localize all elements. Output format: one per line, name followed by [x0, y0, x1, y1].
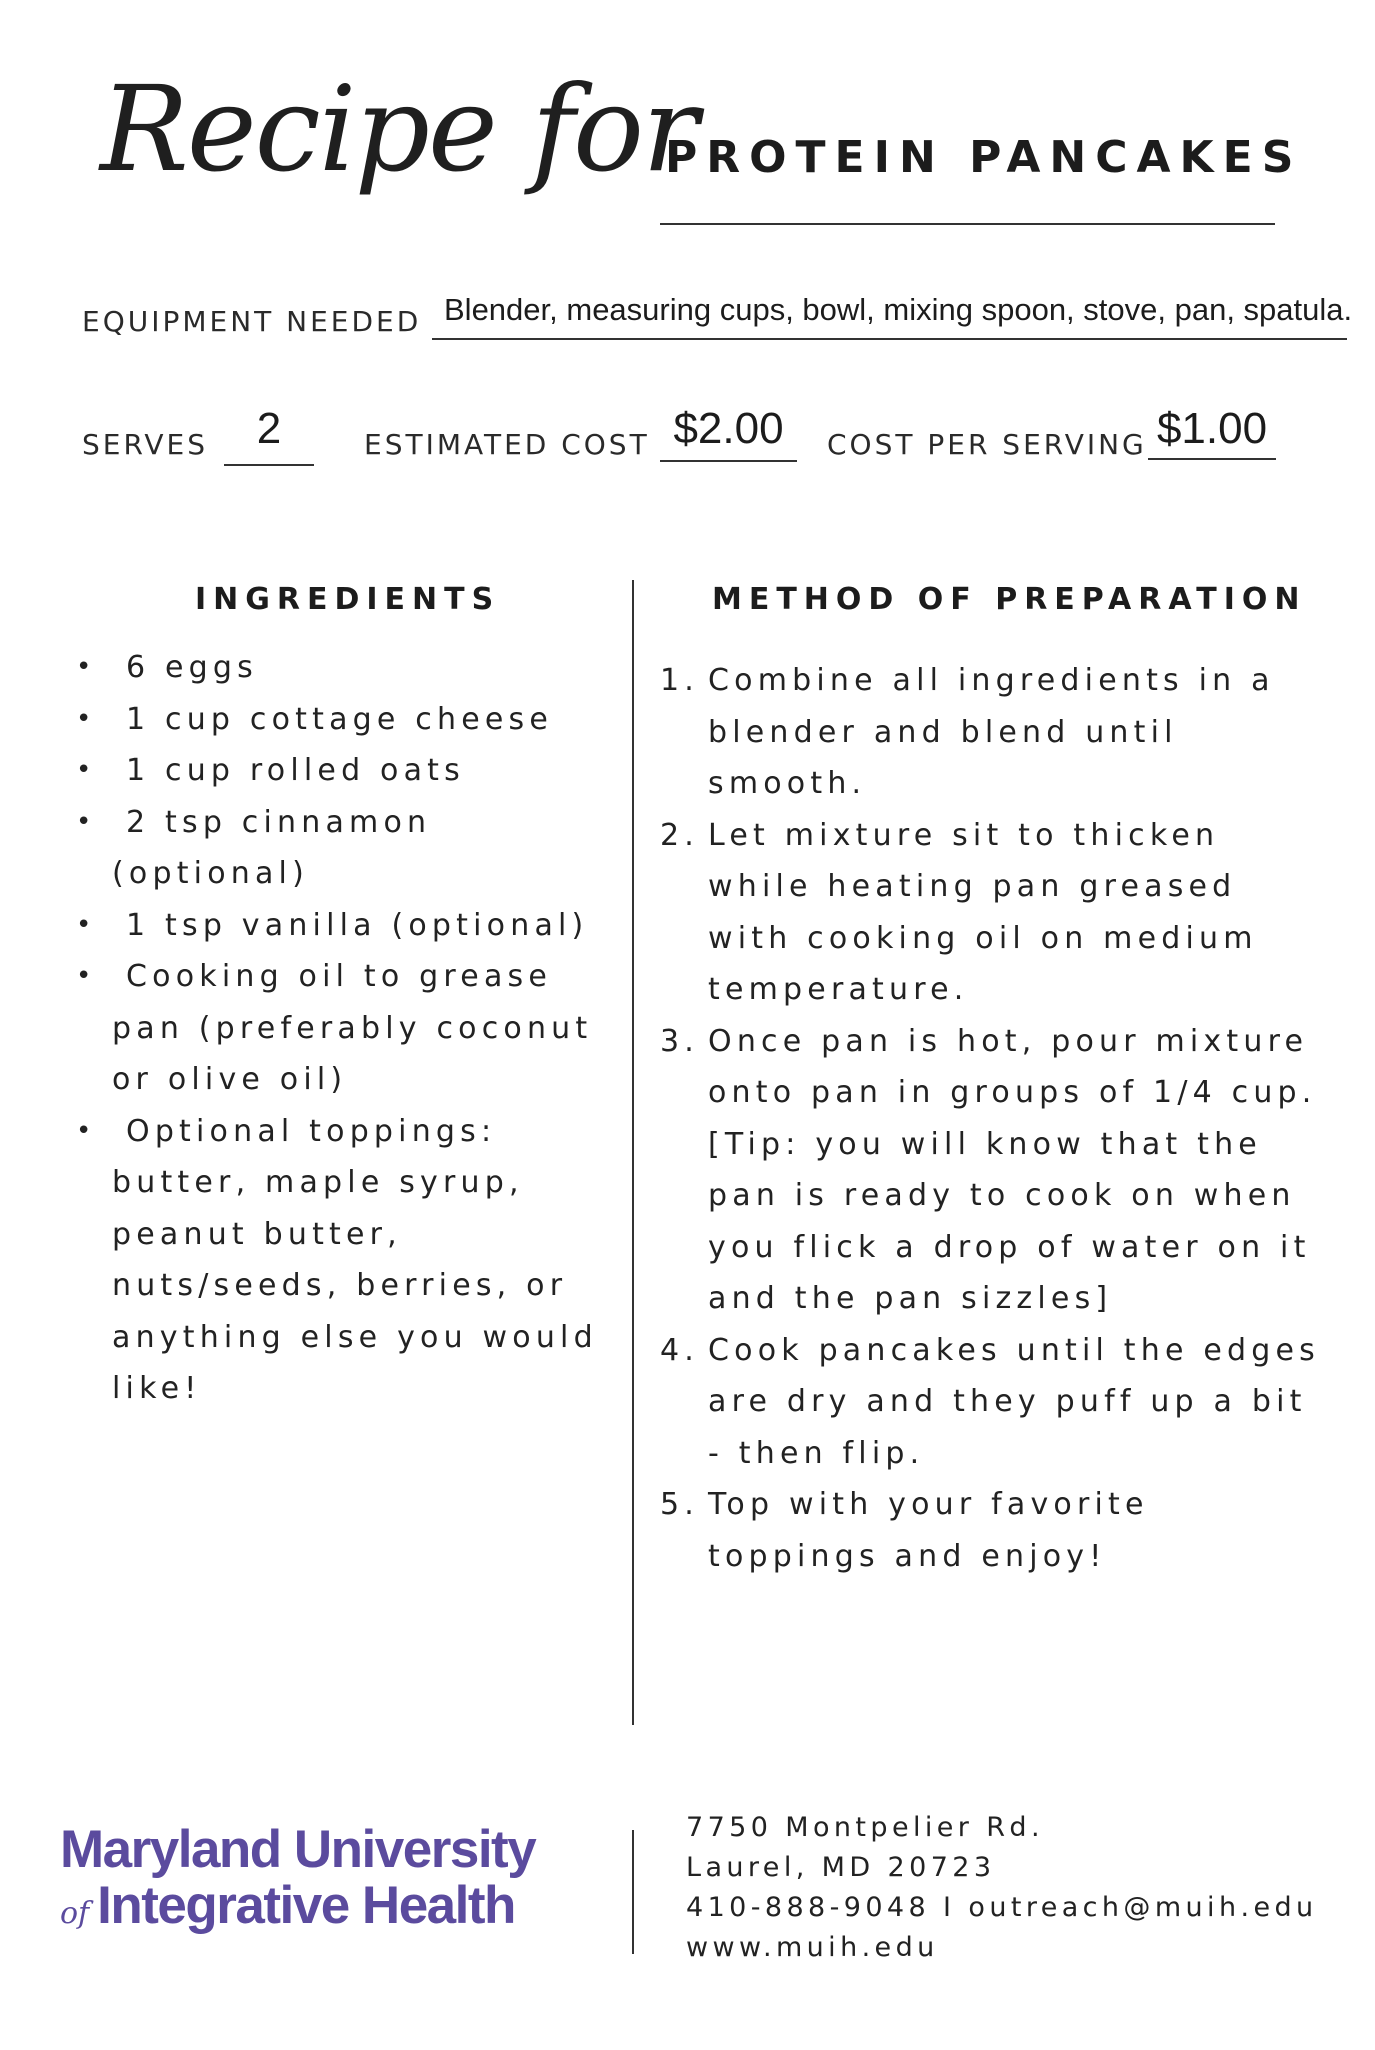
ingredients-heading: INGREDIENTS: [195, 582, 501, 617]
cost-per-serving-value: $1.00: [1148, 402, 1276, 460]
bullet-icon: •: [76, 755, 92, 785]
footer-divider: [632, 1830, 634, 1954]
method-heading: METHOD OF PREPARATION: [712, 582, 1307, 617]
logo-of: of: [60, 1896, 90, 1931]
column-divider: [632, 580, 634, 1725]
step-text: Combine all ingredients in a blender and blend until smooth.: [708, 663, 1275, 801]
bullet-icon: •: [76, 1115, 92, 1146]
recipe-script-title: Recipe for: [100, 60, 697, 198]
ingredient-item: [76, 797, 631, 900]
step-text: Let mixture sit to thicken while heating pan greased with cooking oil on medium temperature.: [708, 817, 1258, 1007]
ingredient-text: 1 tsp vanilla (optional): [126, 907, 589, 943]
address-line-2: Laurel, MD 20723: [686, 1852, 996, 1883]
equipment-field: [432, 288, 1353, 340]
ingredient-text: Optional toppings: butter, maple syrup, peanut butter, nuts/seeds, berries, or anything else you would like!: [112, 1113, 598, 1406]
bullet-icon: •: [76, 652, 92, 682]
ingredient-item: [76, 745, 631, 797]
recipe-name: PROTEIN PANCAKES: [665, 132, 1303, 183]
ingredient-text: 1 cup rolled oats: [126, 753, 465, 788]
ingredient-item: [76, 694, 631, 746]
method-steps-list: [660, 655, 1320, 1582]
equipment-label: EQUIPMENT NEEDED: [82, 305, 422, 338]
method-step: [660, 810, 1320, 1016]
address-line-1: 7750 Montpelier Rd.: [686, 1812, 1044, 1843]
ingredient-text: Cooking oil to grease pan (preferably coconut or olive oil): [112, 959, 593, 1097]
ingredients-list: [76, 642, 631, 1415]
ingredient-item: [76, 900, 631, 952]
ingredient-item: [76, 1106, 631, 1415]
ingredient-text: 1 cup cottage cheese: [126, 701, 554, 737]
ingredient-item: [76, 951, 631, 1106]
bullet-icon: •: [76, 909, 92, 940]
method-step: [660, 1325, 1320, 1480]
step-number: 4.: [660, 1332, 700, 1368]
ingredient-item: [76, 642, 631, 694]
recipe-name-underline: [660, 223, 1275, 225]
method-step: [660, 1016, 1320, 1325]
equipment-value: Blender, measuring cups, bowl, mixing spoon, stove, pan, spatula.: [444, 292, 1353, 327]
bullet-icon: •: [76, 806, 92, 837]
logo-line-2: [60, 1878, 580, 1942]
ingredient-text: 6 eggs: [126, 650, 258, 685]
method-step: [660, 655, 1320, 810]
step-number: 3.: [660, 1023, 700, 1059]
step-text: Cook pancakes until the edges are dry and they puff up a bit - then flip.: [708, 1332, 1321, 1471]
logo-line-2-text: Integrative Health: [97, 1876, 515, 1935]
method-step: [660, 1479, 1320, 1582]
bullet-icon: •: [76, 961, 92, 991]
cost-per-serving-label: COST PER SERVING: [827, 428, 1147, 461]
serves-value: 2: [224, 402, 314, 466]
phone-email: 410-888-9048 I outreach@muih.edu: [686, 1892, 1318, 1923]
estimated-cost-label: ESTIMATED COST: [364, 428, 650, 461]
estimated-cost-value: $2.00: [660, 402, 797, 462]
step-text: Top with your favorite toppings and enjoy!: [708, 1487, 1149, 1574]
logo-line-1: Maryland University: [60, 1820, 536, 1879]
bullet-icon: •: [76, 703, 92, 734]
website: www.muih.edu: [686, 1932, 939, 1963]
ingredient-text: 2 tsp cinnamon (optional): [112, 804, 432, 891]
step-number: 5.: [660, 1487, 700, 1522]
muih-logo: [60, 1822, 580, 1942]
step-number: 1.: [660, 663, 700, 698]
step-text: Once pan is hot, pour mixture onto pan in groups of 1/4 cup. [Tip: you will know that the pan is ready to cook on when you flick a drop of water on it and the pan sizzles]: [708, 1023, 1317, 1316]
step-number: 2.: [660, 817, 700, 853]
contact-block: [686, 1808, 1346, 1968]
serves-label: SERVES: [82, 428, 209, 461]
